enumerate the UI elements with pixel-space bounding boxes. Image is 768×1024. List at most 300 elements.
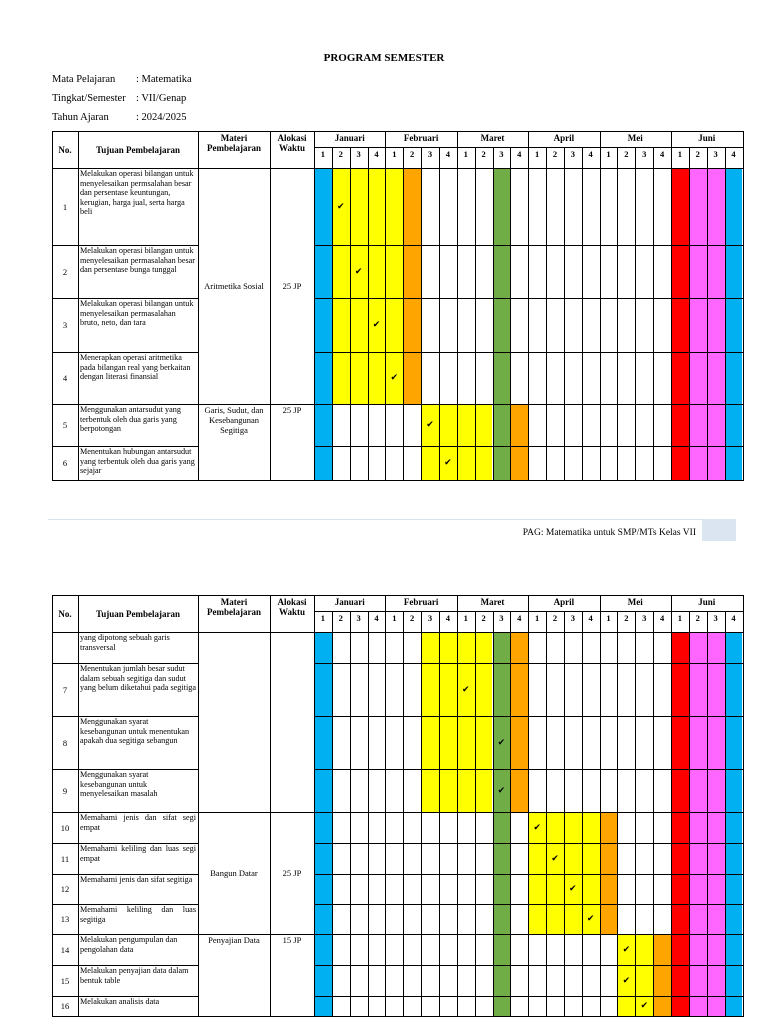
grid-line — [314, 131, 315, 481]
week-cell-colored — [350, 352, 368, 404]
month-header-april: April — [553, 133, 575, 143]
week-cell-colored — [725, 934, 743, 965]
week-cell-colored — [725, 874, 743, 904]
week-cell-colored — [510, 663, 528, 716]
week-cell-colored — [439, 769, 457, 812]
week-cell-colored — [493, 965, 511, 996]
checkmark-icon: ✔ — [372, 320, 381, 330]
grid-line — [707, 147, 708, 480]
week-number: 2 — [624, 149, 629, 159]
week-cell-colored — [689, 298, 707, 352]
week-number: 3 — [570, 149, 575, 159]
meta-value: : VII/Genap — [136, 93, 187, 104]
week-cell-colored — [689, 874, 707, 904]
grid-line — [52, 595, 744, 596]
grid-line — [725, 611, 726, 1016]
grid-line — [403, 147, 404, 480]
tujuan-text: Melakukan operasi bilangan untuk menyelesaikan permasalahan besar dan persentase bunga tunggal — [80, 246, 196, 275]
grid-line — [314, 965, 743, 966]
week-number: 2 — [481, 149, 486, 159]
page-title: PROGRAM SEMESTER — [323, 52, 445, 64]
week-cell-colored — [707, 245, 725, 298]
week-cell-colored — [493, 996, 511, 1016]
week-cell-colored — [671, 934, 689, 965]
row-number: 13 — [60, 914, 70, 924]
grid-line — [314, 716, 743, 717]
grid-line — [403, 611, 404, 1016]
week-number: 1 — [677, 613, 683, 623]
month-header-maret: Maret — [480, 597, 505, 607]
week-number: 2 — [338, 613, 343, 623]
week-number: 3 — [499, 613, 504, 623]
month-header-maret: Maret — [480, 133, 505, 143]
week-cell-colored — [493, 663, 511, 716]
grid-line — [52, 663, 198, 664]
week-cell-colored — [314, 245, 332, 298]
week-cell-colored — [671, 716, 689, 769]
row-number: 6 — [62, 458, 68, 468]
week-cell-colored — [493, 245, 511, 298]
week-number: 3 — [427, 149, 433, 159]
week-number: 2 — [624, 613, 629, 623]
grid-line — [52, 769, 198, 770]
grid-line — [52, 352, 198, 353]
week-cell-colored — [421, 632, 439, 663]
grid-line — [270, 131, 271, 481]
header-no: No. — [58, 608, 72, 619]
row-number: 15 — [60, 975, 70, 986]
week-cell-colored — [493, 812, 511, 843]
week-cell-colored — [493, 632, 511, 663]
week-cell-colored — [725, 904, 743, 934]
week-cell-colored — [314, 904, 332, 934]
week-cell-colored — [671, 812, 689, 843]
week-cell-colored — [725, 446, 743, 480]
week-cell-colored — [475, 663, 493, 716]
week-cell-colored — [510, 769, 528, 812]
month-header-april: April — [553, 597, 575, 607]
week-number: 3 — [356, 149, 361, 159]
grid-line — [314, 595, 315, 1017]
week-number: 1 — [320, 613, 326, 623]
grid-line — [439, 611, 440, 1016]
week-cell-colored — [510, 446, 528, 480]
week-cell-colored — [689, 352, 707, 404]
checkmark-icon: ✔ — [354, 266, 363, 277]
week-cell-colored — [671, 168, 689, 245]
grid-line — [52, 131, 744, 132]
week-cell-colored — [564, 843, 582, 874]
week-cell-colored — [368, 352, 386, 404]
week-cell-colored — [582, 874, 600, 904]
month-header-juni: Juni — [698, 597, 716, 607]
week-cell-colored — [725, 632, 743, 663]
week-cell-colored — [689, 446, 707, 480]
week-cell-colored — [421, 663, 439, 716]
week-cell-colored — [725, 404, 743, 446]
month-header-januari: Januari — [334, 597, 365, 607]
week-cell-colored — [707, 663, 725, 716]
grid-line — [52, 245, 198, 246]
row-number: 10 — [60, 822, 70, 833]
week-cell-colored — [314, 298, 332, 352]
week-cell-colored — [314, 769, 332, 812]
week-cell-colored — [671, 904, 689, 934]
checkmark-icon: ✔ — [586, 914, 595, 924]
checkmark-icon: ✔ — [622, 944, 631, 955]
row-number: 2 — [62, 266, 68, 277]
week-cell-colored — [671, 404, 689, 446]
grid-line — [314, 904, 743, 905]
week-cell-colored — [582, 843, 600, 874]
grid-line — [439, 147, 440, 480]
checkmark-icon: ✔ — [461, 684, 470, 695]
grid-line — [635, 147, 636, 480]
week-cell-colored — [689, 404, 707, 446]
checkmark-icon: ✔ — [497, 785, 506, 796]
week-cell-colored — [314, 843, 332, 874]
row-number: 4 — [62, 373, 68, 383]
week-cell-colored — [689, 245, 707, 298]
grid-line — [198, 131, 199, 481]
week-cell-colored — [600, 843, 618, 874]
week-cell-colored — [421, 769, 439, 812]
week-number: 1 — [534, 149, 540, 159]
grid-line — [52, 446, 198, 447]
week-cell-colored — [475, 446, 493, 480]
grid-line — [493, 611, 494, 1016]
checkmark-icon: ✔ — [533, 822, 541, 833]
week-cell-colored — [582, 812, 600, 843]
page-number-box — [702, 519, 736, 541]
header-tujuan: Tujuan Pembelajaran — [96, 608, 180, 619]
week-cell-colored — [707, 446, 725, 480]
week-cell-colored — [439, 404, 457, 446]
grid-line — [52, 480, 744, 481]
grid-line — [52, 595, 53, 1017]
grid-line — [314, 611, 743, 612]
week-cell-colored — [671, 996, 689, 1016]
week-cell-colored — [564, 904, 582, 934]
grid-line — [332, 611, 333, 1016]
week-number: 2 — [695, 149, 700, 159]
grid-line — [350, 147, 351, 480]
footer-text: PAG: Matematika untuk SMP/MTs Kelas VII — [522, 528, 696, 538]
grid-line — [350, 611, 351, 1016]
week-number: 3 — [356, 613, 361, 623]
week-cell-colored — [493, 904, 511, 934]
week-number: 4 — [445, 613, 450, 623]
alokasi-text: 25 JP — [282, 281, 302, 291]
week-number: 2 — [552, 613, 558, 623]
week-number: 1 — [606, 613, 611, 623]
checkmark-icon: ✔ — [622, 975, 631, 986]
grid-line — [582, 611, 583, 1016]
row-number: 12 — [60, 884, 70, 894]
week-cell-colored — [725, 965, 743, 996]
tujuan-text: Melakukan pengumpulan dan pengolahan data — [80, 935, 178, 954]
week-cell-colored — [493, 168, 511, 245]
grid-line — [600, 595, 601, 1016]
week-number: 4 — [588, 149, 593, 159]
week-cell-colored — [403, 352, 421, 404]
week-number: 1 — [463, 613, 468, 623]
materi-text: Aritmetika Sosial — [204, 281, 264, 291]
week-cell-colored — [725, 298, 743, 352]
week-cell-colored — [707, 904, 725, 934]
tujuan-text: Memahami keliling dan luas segitiga — [80, 905, 196, 924]
row-number: 7 — [62, 684, 68, 695]
week-cell-colored — [368, 168, 386, 245]
week-number: 4 — [517, 613, 522, 623]
week-cell-colored — [725, 996, 743, 1016]
week-cell-colored — [707, 812, 725, 843]
week-cell-colored — [707, 298, 725, 352]
week-cell-colored — [314, 404, 332, 446]
week-cell-colored — [314, 965, 332, 996]
week-number: 1 — [463, 149, 468, 159]
grid-line — [314, 996, 743, 997]
header-alokasi: Alokasi Waktu — [277, 133, 307, 153]
week-cell-colored — [510, 632, 528, 663]
grid-line — [457, 131, 458, 480]
grid-line — [653, 147, 654, 480]
tujuan-text: Menentukan hubungan antarsudut yang terbentuk oleh dua garis yang sejajar — [80, 447, 195, 476]
week-cell-colored — [493, 446, 511, 480]
header-materi: Materi Pembelajaran — [207, 597, 261, 617]
alokasi-text: 25 JP — [282, 405, 302, 415]
grid-line — [689, 147, 690, 480]
week-cell-colored — [493, 298, 511, 352]
week-cell-colored — [528, 904, 546, 934]
week-cell-colored — [707, 996, 725, 1016]
grid-line — [270, 595, 271, 1017]
meta-value: : 2024/2025 — [136, 112, 187, 123]
week-cell-colored — [314, 446, 332, 480]
grid-line — [385, 131, 386, 480]
month-header-mei: Mei — [627, 133, 643, 143]
header-alokasi: Alokasi Waktu — [277, 597, 307, 617]
grid-line — [52, 965, 198, 966]
checkmark-icon: ✔ — [390, 373, 399, 383]
week-cell-colored — [689, 632, 707, 663]
grid-line — [314, 843, 743, 844]
week-cell-colored — [707, 874, 725, 904]
week-cell-colored — [314, 352, 332, 404]
grid-line — [52, 843, 198, 844]
grid-line — [52, 632, 744, 633]
row-number — [52, 632, 78, 663]
week-cell-colored — [314, 663, 332, 716]
checkmark-icon: ✔ — [497, 737, 506, 748]
checkmark-icon: ✔ — [444, 458, 452, 468]
week-cell-colored — [546, 874, 564, 904]
tujuan-text: Melakukan analisis data — [80, 997, 160, 1006]
grid-line — [368, 147, 369, 480]
week-cell-colored — [725, 663, 743, 716]
week-cell-colored — [314, 996, 332, 1016]
week-number: 1 — [392, 149, 397, 159]
tujuan-text: Menggunakan syarat kesebangunan untuk menyelesaikan masalah — [80, 770, 158, 799]
grid-line — [546, 147, 547, 480]
grid-line — [475, 147, 476, 480]
grid-line — [78, 595, 79, 1017]
grid-line — [617, 611, 618, 1016]
grid-line — [421, 611, 422, 1016]
week-cell-colored — [725, 168, 743, 245]
header-no: No. — [58, 144, 72, 155]
month-header-februari: Februari — [403, 133, 439, 143]
week-number: 4 — [659, 149, 665, 159]
grid-line — [198, 595, 199, 1017]
week-cell-colored — [475, 716, 493, 769]
week-cell-colored — [689, 965, 707, 996]
tujuan-text: Melakukan operasi bilangan untuk menyelesaikan permsalahan besar dan persentase keuntungan, kerugian, harga jual, serta harga beli — [80, 169, 194, 217]
materi-text: Penyajian Data — [208, 935, 260, 945]
week-cell-colored — [689, 812, 707, 843]
week-number: 4 — [588, 613, 593, 623]
month-header-mei: Mei — [627, 597, 643, 607]
grid-line — [635, 611, 636, 1016]
month-header-januari: Januari — [334, 133, 365, 143]
week-cell-colored — [600, 874, 618, 904]
week-cell-colored — [457, 404, 475, 446]
week-cell-colored — [653, 996, 671, 1016]
week-cell-colored — [707, 404, 725, 446]
week-cell-colored — [528, 874, 546, 904]
checkmark-icon: ✔ — [569, 884, 577, 894]
tujuan-text: Menentukan jumlah besar sudut dalam sebuah segitiga dan sudut yang belum diketahui pada segitiga — [80, 664, 196, 693]
week-number: 4 — [731, 613, 736, 623]
week-cell-colored — [689, 663, 707, 716]
week-cell-colored — [689, 769, 707, 812]
grid-line — [314, 663, 743, 664]
grid-line — [457, 595, 458, 1016]
grid-line — [493, 147, 494, 480]
week-number: 4 — [517, 149, 522, 159]
week-cell-colored — [457, 716, 475, 769]
tujuan-text: Menggunakan syarat kesebangunan untuk menentukan apakah dua segitiga sebangun — [80, 717, 190, 746]
grid-line — [600, 131, 601, 480]
week-cell-colored — [493, 843, 511, 874]
row-number: 11 — [60, 853, 70, 864]
grid-line — [671, 131, 672, 480]
alokasi-text: 15 JP — [282, 935, 302, 945]
week-number: 1 — [534, 613, 540, 623]
grid-line — [528, 131, 529, 480]
grid-line — [528, 595, 529, 1016]
week-number: 4 — [445, 149, 450, 159]
header-tujuan: Tujuan Pembelajaran — [96, 144, 180, 155]
week-cell-colored — [725, 716, 743, 769]
week-number: 2 — [410, 149, 415, 159]
checkmark-icon: ✔ — [336, 201, 345, 212]
week-cell-colored — [707, 934, 725, 965]
grid-line — [368, 611, 369, 1016]
footer-divider — [48, 519, 736, 520]
row-number: 1 — [62, 201, 68, 212]
week-cell-colored — [707, 716, 725, 769]
grid-line — [617, 147, 618, 480]
tujuan-text: yang dipotong sebuah garis transversal — [80, 633, 170, 652]
week-cell-colored — [510, 716, 528, 769]
week-cell-colored — [528, 843, 546, 874]
week-cell-colored — [403, 168, 421, 245]
week-cell-colored — [314, 632, 332, 663]
week-cell-colored — [600, 812, 618, 843]
tujuan-text: Memahami jenis dan sifat segi empat — [80, 813, 196, 832]
row-number: 14 — [60, 944, 70, 955]
week-cell-colored — [564, 812, 582, 843]
week-number: 3 — [499, 149, 504, 159]
week-number: 1 — [677, 149, 683, 159]
tujuan-text: Melakukan operasi bilangan untuk menyelesaikan permasalahan bruto, neto, dan tara — [80, 299, 194, 328]
week-cell-colored — [475, 769, 493, 812]
week-cell-colored — [689, 934, 707, 965]
grid-line — [314, 352, 743, 353]
week-number: 4 — [731, 149, 736, 159]
week-cell-colored — [421, 446, 439, 480]
grid-line — [510, 611, 511, 1016]
week-cell-colored — [671, 874, 689, 904]
week-number: 3 — [642, 613, 647, 623]
grid-line — [52, 1016, 744, 1017]
week-cell-colored — [671, 632, 689, 663]
week-cell-colored — [350, 298, 368, 352]
grid-line — [671, 595, 672, 1016]
week-cell-colored — [403, 298, 421, 352]
meta-label: Tingkat/Semester — [52, 93, 126, 104]
grid-line — [52, 131, 53, 481]
week-number: 2 — [481, 613, 486, 623]
grid-line — [52, 874, 198, 875]
tujuan-text: Menerapkan operasi aritmetika pada bilangan real yang berkaitan dengan literasi finansial — [80, 353, 191, 382]
week-cell-colored — [725, 352, 743, 404]
week-cell-colored — [689, 904, 707, 934]
row-number: 16 — [60, 1001, 70, 1011]
week-cell-colored — [689, 716, 707, 769]
grid-line — [510, 147, 511, 480]
grid-line — [725, 147, 726, 480]
week-cell-colored — [671, 245, 689, 298]
header-materi: Materi Pembelajaran — [207, 133, 261, 153]
week-cell-colored — [421, 716, 439, 769]
week-cell-colored — [314, 934, 332, 965]
grid-line — [385, 595, 386, 1016]
week-cell-colored — [439, 632, 457, 663]
grid-line — [582, 147, 583, 480]
week-cell-colored — [475, 404, 493, 446]
meta-label: Tahun Ajaran — [52, 112, 109, 123]
grid-line — [314, 298, 743, 299]
grid-line — [314, 874, 743, 875]
checkmark-icon: ✔ — [640, 1001, 648, 1011]
week-cell-colored — [439, 716, 457, 769]
grid-line — [421, 147, 422, 480]
week-cell-colored — [707, 168, 725, 245]
week-cell-colored — [725, 812, 743, 843]
week-cell-colored — [493, 352, 511, 404]
week-number: 4 — [374, 149, 379, 159]
week-cell-colored — [385, 168, 403, 245]
row-number: 5 — [62, 420, 68, 430]
week-cell-colored — [332, 298, 350, 352]
grid-line — [52, 168, 744, 169]
week-cell-colored — [385, 245, 403, 298]
week-number: 2 — [695, 613, 700, 623]
week-cell-colored — [671, 352, 689, 404]
week-cell-colored — [671, 965, 689, 996]
